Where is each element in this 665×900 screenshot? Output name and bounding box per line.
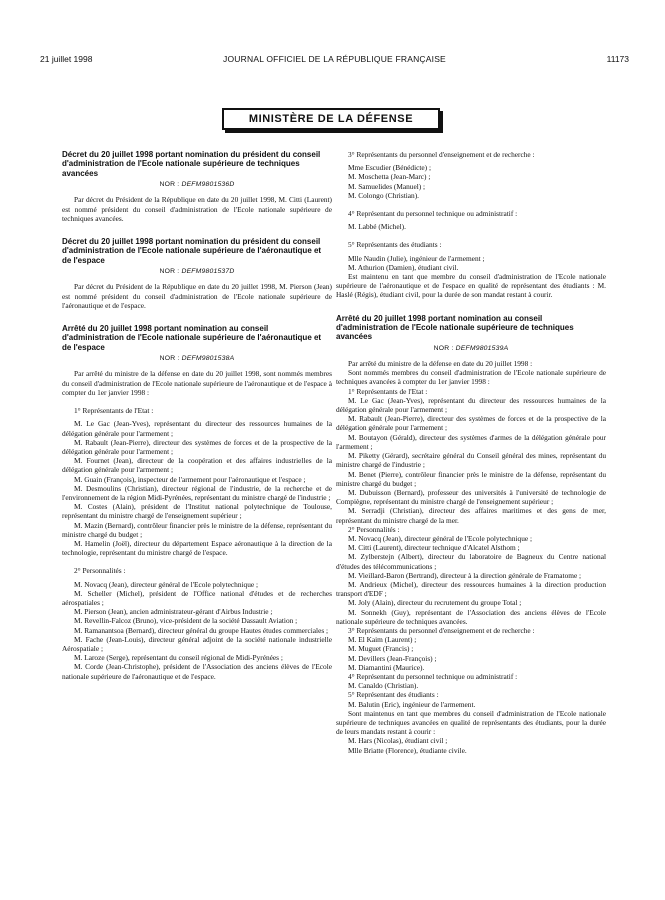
header-page-number: 11173: [606, 54, 629, 64]
list-item: M. Costes (Alain), président de l'Institut national polytechnique de Toulouse, représentant du ministre chargé de l'enseignement supérieur ;: [62, 502, 332, 521]
decree-1-body: Par décret du Président de la République en date du 20 juillet 1998, M. Citti (Laurent) est nommé président du conseil d'administration de l'Ecole nationale supérieure de techniques avancées.: [62, 195, 332, 223]
nor-code: DEFM9801536D: [181, 181, 235, 189]
list-item: M. Sonnekh (Guy), représentant de l'Association des anciens élèves de l'Ecole nationale supérieure de techniques avancées.: [336, 607, 606, 626]
nor-label: NOR :: [159, 181, 180, 189]
arrete-1-heading-5: 5° Représentants des étudiants :: [348, 240, 442, 250]
list-item: M. Citti (Laurent), directeur technique d'Alcatel Alsthom ;: [348, 543, 520, 553]
list-item: M. Zylberstejn (Albert), directeur du laboratoire de Bagneux du Centre national d'études des télécommunications ;: [336, 552, 606, 571]
list-item: M. Le Gac (Jean-Yves), représentant du directeur des ressources humaines de la délégation générale pour l'armement ;: [62, 419, 332, 438]
arrete-1: [62, 324, 332, 681]
list-item: M. Le Gac (Jean-Yves), représentant du directeur des ressources humaines de la délégation générale pour l'armement ;: [336, 395, 606, 415]
header-journal-title: JOURNAL OFFICIEL DE LA RÉPUBLIQUE FRANÇAISE: [223, 54, 446, 64]
list-item: M. Andrieux (Michel), directeur des ressources humaines à la direction production transport d'EDF ;: [336, 579, 606, 599]
list-item: M. Corde (Jean-Christophe), président de l'Association des anciens élèves de l'Ecole nationale supérieure de l'aéronautique et de l'espace.: [62, 662, 332, 681]
arrete-1-continued: [336, 150, 606, 300]
decree-2-nor: [62, 267, 332, 276]
decree-2: [62, 237, 332, 310]
list-item: M. Mazin (Bernard), contrôleur financier près le ministre de la défense, représentant du ministre chargé du budget ;: [62, 520, 332, 539]
decree-1: [62, 150, 332, 223]
decree-2-body: Par décret du Président de la République en date du 20 juillet 1998, M. Pierson (Jean) est nommé président du conseil d'administration de l'Ecole nationale supérieure de l'aéronautique et de l'espace.: [62, 282, 332, 310]
arrete-2: [336, 314, 606, 755]
list-item: M. Piketty (Gérard), secrétaire général du Conseil général des mines, représentant du ministre chargé de l'industrie ;: [336, 451, 606, 470]
list-item: M. Hamelin (Joël), directeur du département Espace aéronautique à la direction de la technologie, représentant du ministre chargé de l'espace.: [62, 538, 332, 558]
list-item: M. Devillers (Jean-François) ;: [348, 653, 437, 663]
ministry-heading: [222, 108, 440, 130]
arrete-2-nor: [336, 344, 606, 353]
arrete-2-intro-2: Sont nommés membres du conseil d'administration de l'Ecole nationale supérieure de techniques avancées à compter du 1er janvier 1998 :: [336, 368, 606, 387]
list-item: M. Athurion (Damien), étudiant civil.: [348, 262, 459, 272]
list-item: M. Vieillard-Baron (Bertrand), directeur à la direction générale de Framatome ;: [348, 570, 582, 580]
list-item: M. Laroze (Serge), représentant du conseil régional de Midi-Pyrénées ;: [74, 653, 283, 663]
arrete-2-heading-2: 2° Personnalités :: [348, 524, 400, 534]
page-header: [40, 54, 629, 68]
list-item: M. Fache (Jean-Louis), directeur général adjoint de la société nationale industrielle Aérospatiale ;: [62, 634, 332, 653]
arrete-1-nor: [62, 354, 332, 363]
list-item: M. Labbé (Michel).: [348, 222, 406, 232]
arrete-1-heading-3: 3° Représentants du personnel d'enseignement et de recherche :: [348, 150, 535, 159]
list-item: M. Samuelides (Manuel) ;: [348, 181, 426, 191]
arrete-1-intro: Par arrêté du ministre de la défense en date du 20 juillet 1998, sont nommés membres du conseil d'administration de l'Ecole nationale supérieure de l'aéronautique et de l'espace à compter du 1er janvier 1998 :: [62, 369, 332, 397]
arrete-2-closing: Sont maintenus en tant que membres du conseil d'administration de l'Ecole nationale supérieure de techniques avancées en qualité de représentants des étudiants, pour la durée de leurs mandats restant à courir :: [336, 708, 606, 737]
list-item: M. Balutin (Eric), ingénieur de l'armement.: [348, 699, 476, 709]
left-column: [62, 150, 332, 681]
arrete-2-heading-1: 1° Représentants de l'Etat :: [348, 386, 428, 396]
list-item: Mlle Briatte (Florence), étudiante civile.: [348, 745, 467, 755]
arrete-2-heading-4: 4° Représentant du personnel technique ou administratif :: [348, 671, 518, 681]
arrete-1-heading-2: 2° Personnalités :: [74, 566, 126, 576]
header-date: 21 juillet 1998: [40, 54, 93, 64]
list-item: M. Hars (Nicolas), étudiant civil ;: [348, 736, 448, 746]
list-item: M. Benet (Pierre), contrôleur financier près le ministre de la défense, représentant du ministre chargé du budget ;: [336, 469, 606, 488]
nor-code: DEFM9801537D: [181, 268, 235, 276]
decree-2-title: Décret du 20 juillet 1998 portant nomination du président du conseil d'administration de l'Ecole nationale supérieure de l'aéronautique et de l'espace: [62, 237, 322, 265]
list-item: M. Fournet (Jean), directeur de la coopération et des affaires industrielles de la délégation générale pour l'armement ;: [62, 456, 332, 475]
list-item: M. Moschetta (Jean-Marc) ;: [348, 172, 431, 182]
arrete-2-heading-5: 5° Représentant des étudiants :: [348, 690, 439, 700]
list-item: M. Novacq (Jean), directeur général de l'Ecole polytechnique ;: [74, 579, 259, 589]
list-item: M. Dubuisson (Bernard), professeur des universités à l'université de technologie de Compiègne, représentant du ministre chargé de l'enseignement supérieur ;: [336, 487, 606, 507]
nor-code: DEFM9801538A: [181, 355, 235, 363]
list-item: M. Diamantini (Maurice).: [348, 662, 425, 672]
ministry-title: MINISTÈRE DE LA DÉFENSE: [248, 113, 414, 125]
decree-1-title: Décret du 20 juillet 1998 portant nomination du président du conseil d'administration de l'Ecole nationale supérieure de techniques avancées: [62, 150, 321, 178]
arrete-1-heading-1: 1° Représentants de l'Etat :: [74, 406, 154, 416]
list-item: M. Serradji (Christian), directeur des affaires maritimes et des gens de mer, représentant du ministre chargé de la mer.: [336, 506, 606, 525]
arrete-1-heading-4: 4° Représentant du personnel technique ou administratif :: [348, 209, 518, 219]
arrete-2-title: Arrêté du 20 juillet 1998 portant nomination au conseil d'administration de l'Ecole nationale supérieure de techniques avancées: [336, 313, 574, 342]
list-item: Mme Escudier (Bénédicte) ;: [348, 163, 431, 173]
nor-label: NOR :: [433, 344, 454, 352]
list-item: M. Canaldo (Christian).: [348, 681, 419, 691]
decree-1-nor: [62, 180, 332, 189]
list-item: M. Pierson (Jean), ancien administrateur-gérant d'Airbus Industrie ;: [74, 607, 273, 617]
list-item: M. Guain (François), inspecteur de l'armement pour l'aéronautique et l'espace ;: [74, 474, 306, 484]
list-item: M. Desmoulins (Christian), directeur régional de l'industrie, de la recherche et de l'environnement de la région Midi-Pyrénées, représentant du ministre chargé de l'industrie ;: [62, 483, 332, 502]
list-item: M. Rabault (Jean-Pierre), directeur des systèmes de forces et de la prospective de la délégation générale pour l'armement ;: [336, 414, 606, 433]
arrete-1-title: Arrêté du 20 juillet 1998 portant nomination au conseil d'administration de l'Ecole nationale supérieure de l'aéronautique et de l'espace: [62, 324, 322, 352]
nor-label: NOR :: [159, 268, 180, 276]
list-item: M. Scheller (Michel), président de l'Office national d'études et de recherches aérospatiales ;: [62, 588, 332, 607]
list-item: M. Ramanantsoa (Bernard), directeur général du groupe Hautes études commerciales ;: [74, 625, 329, 635]
list-item: M. El Kaim (Laurent) ;: [348, 635, 417, 645]
right-column: [336, 150, 606, 755]
nor-label: NOR :: [159, 355, 180, 363]
list-item: M. Rabault (Jean-Pierre), directeur des systèmes de forces et de la prospective de la délégation générale pour l'armement ;: [62, 437, 332, 456]
list-item: M. Muguet (Francis) ;: [348, 644, 414, 654]
list-item: M. Joly (Alain), directeur du recrutement du groupe Total ;: [348, 598, 522, 608]
nor-code: DEFM9801539A: [455, 344, 509, 352]
arrete-2-heading-3: 3° Représentants du personnel d'enseignement et de recherche :: [348, 625, 535, 635]
arrete-2-intro: Par arrêté du ministre de la défense en date du 20 juillet 1998 :: [348, 359, 533, 369]
list-item: M. Revellin-Falcoz (Bruno), vice-président de la société Dassault Aviation ;: [74, 616, 298, 626]
arrete-1-closing: Est maintenu en tant que membre du conseil d'administration de l'Ecole nationale supérieure de l'aéronautique et de l'espace en qualité de représentant des étudiants : M. Haslé (Régis), étudiant civil, pour la durée de son mandat restant à courir.: [336, 272, 606, 300]
list-item: M. Colongo (Christian).: [348, 190, 419, 200]
list-item: M. Boutayon (Gérald), directeur des systèmes d'armes de la délégation générale pour l'armement ;: [336, 432, 606, 451]
list-item: Mlle Naudin (Julie), ingénieur de l'armement ;: [348, 253, 485, 263]
list-item: M. Novacq (Jean), directeur général de l'Ecole polytechnique ;: [348, 533, 533, 543]
